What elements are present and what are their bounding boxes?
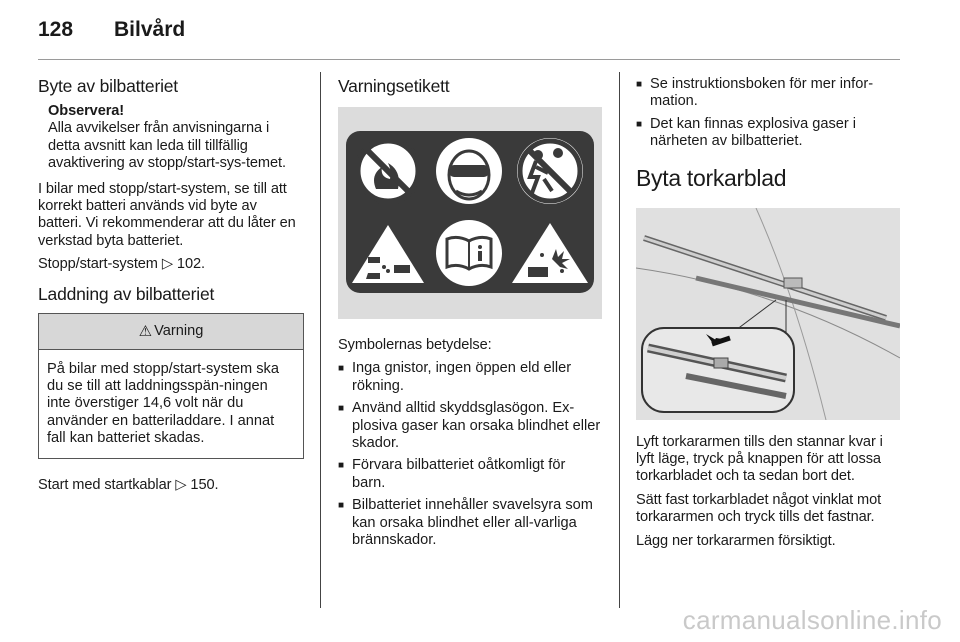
list-item: ■ Det kan finnas explosiva gaser i närheten av bilbatteriet. [636,115,857,150]
warning-label-image [338,107,602,319]
section-heading-wiper-blade: Byta torkarblad [636,164,787,191]
list-item: ■ Förvara bilbatteriet oåtkomligt för barn. [338,457,566,491]
column-divider-2 [619,72,620,608]
bullet-icon: ■ [636,79,643,90]
section-heading-warning-label: Varningsetikett [338,76,450,96]
watermark: carmanualsonline.info [682,605,942,635]
list-item: ■ Inga gnistor, ingen öppen eld eller rökning. [338,360,572,394]
symbols-list [338,360,602,549]
paragraph-stop-start-ref [38,256,304,273]
paragraph-stop-start: I bilar med stopp/start-system, se till att korrekt batteri används vid byte av batteri. Vi rekommenderar att du låter en verkstad byta batteriet. [38,180,296,249]
column-3 [636,76,902,556]
no-children-icon [517,138,583,204]
chapter-title: Bilvård [114,18,186,41]
eye-protection-icon [436,138,502,204]
warning-text: På bilar med stopp/start-system ska du se till att laddningsspän-ningen inte överstiger 14,6 volt när du använder en batteriladdare. I annat fall kan batteriet skadas. [47,360,279,447]
bullet-icon: ■ [636,118,643,130]
page-header [38,18,185,48]
symbols-list-continued [636,76,902,151]
section-heading-battery-change: Byte av bilbatteriet [38,76,178,96]
note-body: Alla avvikelser från anvisningarna i detta avsnitt kan leda till tillfällig avaktivering av stopp/start-sys-temet. [48,120,286,172]
paragraph-wiper-lower: Lägg ner torkararmen försiktigt. [636,532,836,549]
page-ref-link[interactable]: 150. [190,476,219,493]
column-divider-1 [320,72,321,608]
warning-box [38,313,304,459]
warning-triangle-icon: ⚠ [138,323,153,341]
warning-header [39,314,303,350]
bullet-icon: ■ [338,403,345,415]
paragraph-wiper-remove: Lyft torkararmen tills den stannar kvar i lyft läge, tryck på knappen för att lossa torkarbladet och ta sedan bort det. [636,433,883,485]
ref-text: Stopp/start-system [38,256,158,273]
paragraph-jump-start [38,477,304,494]
wiper-blade-image [636,208,900,420]
warning-title: Varning [154,323,204,340]
column-2 [338,76,602,554]
note-title: Observera! [48,103,125,119]
bullet-icon: ■ [338,460,345,472]
no-fire-icon [355,138,421,204]
bullet-icon: ■ [338,500,345,512]
page-ref-arrow-icon: ▷ [175,476,187,493]
read-manual-icon [436,220,502,286]
list-item: ■ Se instruktionsboken för mer infor-mation. [636,76,874,110]
ref-text: Start med startkablar [38,476,172,493]
bullet-icon: ■ [338,363,345,375]
page-ref-link[interactable]: 102. [176,256,205,273]
list-item: ■ Bilbatteriet innehåller svavelsyra som kan orsaka blindhet eller all-varliga brännskador. [338,497,593,549]
paragraph-wiper-attach: Sätt fast torkarbladet något vinklat mot torkararmen och tryck tills det fastnar. [636,491,882,526]
list-item: ■ Använd alltid skyddsglasögon. Ex-plosiva gaser kan orsaka blindhet eller skador. [338,400,601,452]
page-number: 128 [38,18,74,41]
column-1 [38,76,304,500]
section-heading-charging: Laddning av bilbatteriet [38,283,215,304]
page-ref-arrow-icon: ▷ [161,256,173,273]
wiper-blade-illustration [636,208,900,420]
symbols-intro: Symbolernas betydelse: [338,337,492,353]
battery-warning-label-illustration [338,107,602,319]
header-divider [38,59,900,60]
